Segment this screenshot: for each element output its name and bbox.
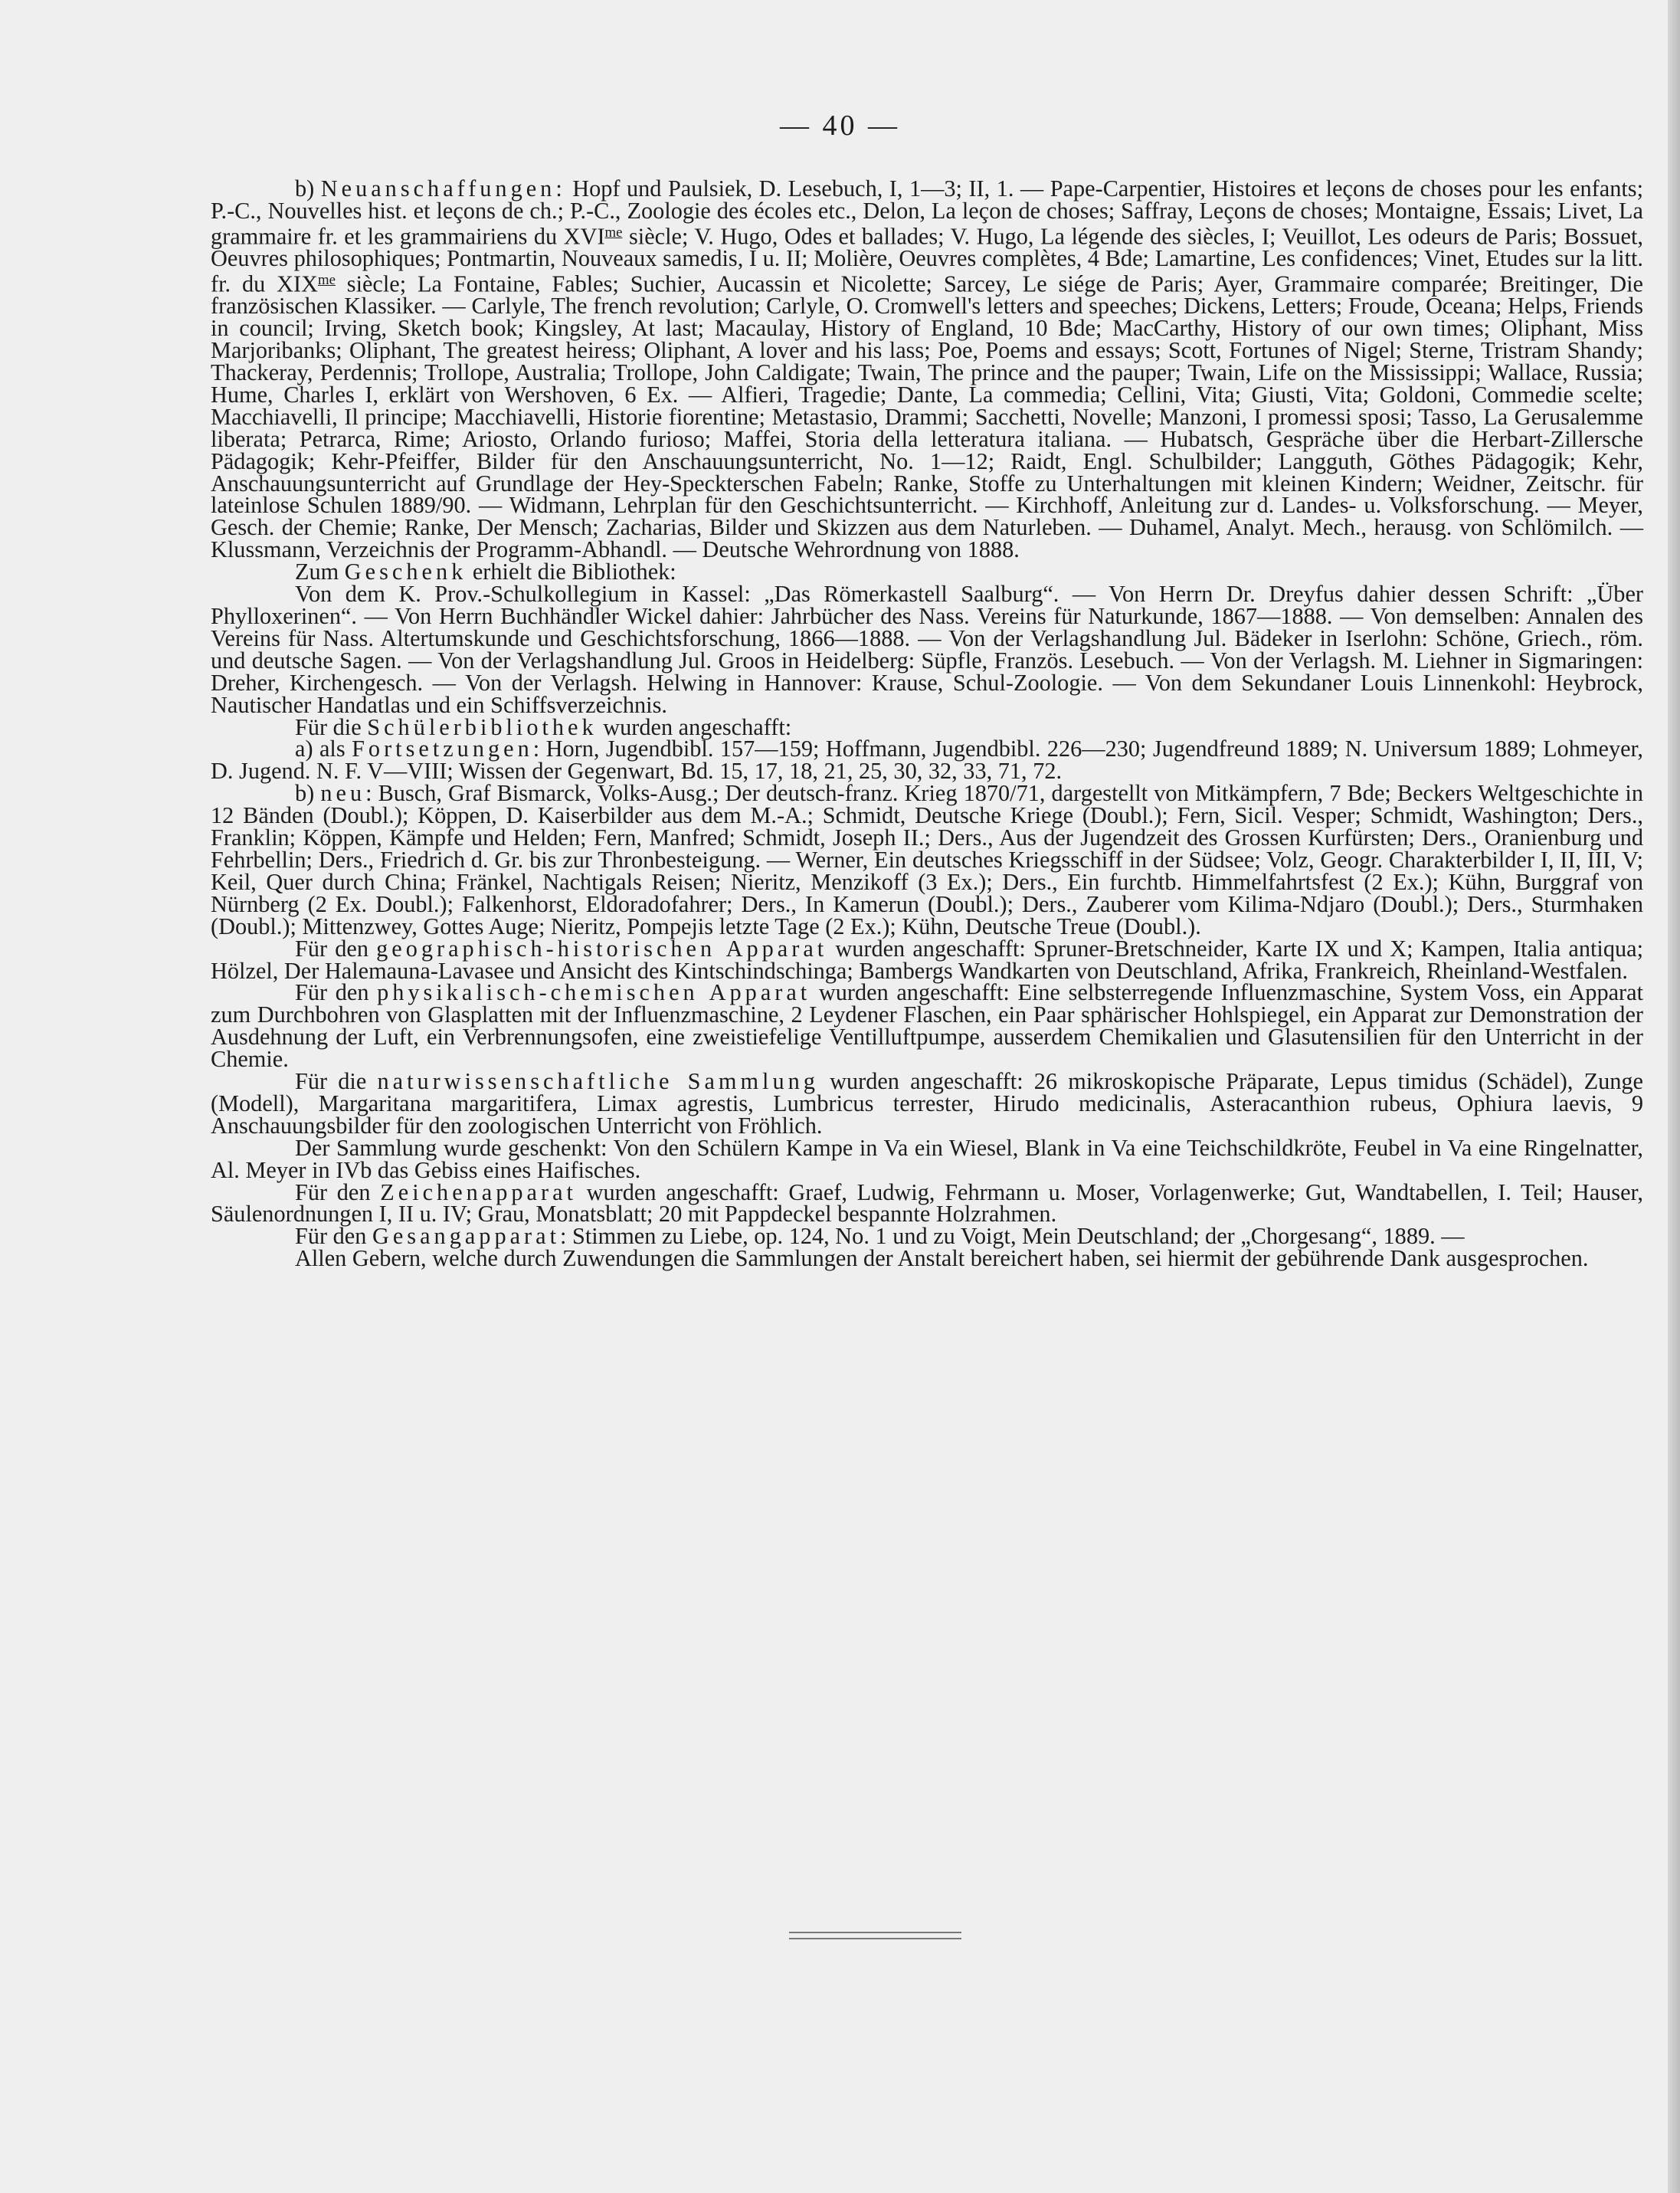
text: wurden angeschafft: 26 mikroskopische Präparate, Lepus timidus (Schädel), Zunge (Modell), Margaritana margaritifera, Limax agrestis, Lumbricus terrester, Hirudo medicinalis, Asteracanthion rubeus, Ophiura laevis, 9 Anschauungsbilder für den zoologischen Unterricht von Fröhlich.	[211, 1068, 1643, 1139]
superscript: me	[604, 224, 623, 241]
text: Zum	[295, 559, 345, 585]
spaced-word: Gesangapparat	[372, 1223, 560, 1250]
neu-paragraph	[211, 782, 1643, 937]
spaced-word: Fortsetzungen	[352, 736, 533, 762]
section-label: b)	[295, 175, 315, 202]
geo-apparat-paragraph	[211, 935, 1643, 984]
text: Für die	[295, 713, 368, 740]
spaced-word: Geschenk	[344, 559, 467, 585]
page-body	[211, 175, 1643, 1272]
phys-apparat-paragraph	[211, 979, 1643, 1073]
section-text: siècle; La Fontaine, Fables; Suchier, Aucassin et Nicolette; Sarcey, Le siége de Paris; Ayer, Grammaire comparée; Breitinger, Die französischen Klassiker. — Carlyle, The french revolution; Carlyle, O. Cromwell's letters and speeches; Dickens, Letters; Froude, Oceana; Helps, Friends in council; Irving, Sketch book; Kingsley, At last; Macaulay, History of England, 10 Bde; MacCarthy, History of our own times; Oliphant, Miss Marjoribanks; Oliphant, The greatest heiress; Oliphant, A lover and his lass; Poe, Poems and essays; Scott, Fortunes of Nigel; Sterne, Tristram Shandy; Thackeray, Perdennis; Trollope, Australia; Trollope, John Caldigate; Twain, The prince and the pauper; Twain, Life on the Mississippi; Wallace, Russia; Hume, Charles I, erklärt von Wershoven, 6 Ex. — Alfieri, Tragedie; Dante, La commedia; Cellini, Vita; Giusti, Vita; Goldoni, Commedie scelte; Macchiavelli, Il principe; Macchiavelli, Historie fiorentine; Metastasio, Drammi; Sacchetti, Novelle; Manzoni, I promessi sposi; Tasso, La Gerusalemme liberata; Petrarca, Rime; Ariosto, Orlando furioso; Maffei, Storia della letteratura italiana. — Hubatsch, Gespräche über die Herbart-Zillersche Pädagogik; Kehr-Pfeiffer, Bilder für den Anschauungsunterricht, No. 1—12; Raidt, Engl. Schulbilder; Langguth, Göthes Pädagogik; Kehr, Anschauungsunterricht auf Grundlage der Hey-Speckterschen Fabeln; Ranke, Stoffe zu Unterhaltungen mit kleinen Kindern; Weidner, Zeitschr. für lateinlose Schulen 1889/90. — Widmann, Lehrplan für den Geschichtsunterricht. — Kirchhoff, Anleitung zur d. Landes- u. Volksforschung. — Meyer, Gesch. der Chemie; Ranke, Der Mensch; Zacharias, Bilder und Skizzen aus dem Naturleben. — Duhamel, Analyt. Mech., herausg. von Schlömilch. — Klussmann, Verzeichnis der Programm-Abhandl. — Deutsche Wehrordnung von 1888.	[211, 270, 1643, 563]
page-edge	[1668, 0, 1680, 2193]
closing-double-rule	[789, 1932, 961, 1939]
text: erhielt die Bibliothek:	[467, 559, 676, 585]
section-text: Hopf und Paulsiek, D. Lesebuch, I, 1—3; II, 1. — Pape-Carpentier, Histoires et leçons de choses pour les enfants; P.-C., Nouvelles hist. et leçons de ch.; P.-C., Zoologie des écoles etc., Delon, La leçon de choses; Saffray, Leçons de choses; Montaigne, Essais; Livet, La grammaire fr. et les grammairiens du XVI	[211, 175, 1643, 250]
text: : Busch, Graf Bismarck, Volks-Ausg.; Der deutsch-franz. Krieg 1870/71, dargestellt von Mitkämpfern, 7 Bde; Beckers Weltgeschichte in 12 Bänden (Doubl.); Köppen, D. Kaiserbilder aus dem M.-A.; Schmidt, Deutsche Kriege (Doubl.); Fern, Sicil. Vesper; Schmidt, Washington; Ders., Franklin; Köppen, Kämpfe und Helden; Fern, Manfred; Schmidt, Joseph II.; Ders., Aus der Jugendzeit des Grossen Kurfürsten; Ders., Oranienburg und Fehrbellin; Ders., Friedrich d. Gr. bis zur Thronbesteigung. — Werner, Ein deutsches Kriegsschiff in der Südsee; Volz, Geogr. Charakterbilder I, II, III, V; Keil, Quer durch China; Fränkel, Nachtigals Reisen; Nieritz, Menzikoff (3 Ex.); Ders., Ein furchtb. Himmelfahrtsfest (2 Ex.); Kühn, Burggraf von Nürnberg (2 Ex. Doubl.); Falkenhorst, Eldoradofahrer; Ders., In Kamerun (Doubl.); Ders., Zauberer vom Kilima-Ndjaro (Doubl.); Ders., Sturmhaken (Doubl.); Mittenzwey, Gottes Auge; Nieritz, Pompejis letzte Tage (2 Ex.); Kühn, Deutsche Treue (Doubl.).	[211, 780, 1643, 939]
spaced-word: neu	[320, 780, 366, 807]
spaced-word: Zeichenapparat	[380, 1178, 577, 1205]
geschenk-paragraph: Von dem K. Prov.-Schulkollegium in Kassel: „Das Römerkastell Saalburg“. — Von Herrn Dr. Dreyfus dahier dessen Schrift: „Über Phylloxerinen“. — Von Herrn Buchhändler Wickel dahier: Jahrbücher des Nass. Vereins für Naturkunde, 1867—1888. — Von demselben: Annalen des Vereins für Nass. Altertumskunde und Geschichtsforschung, 1866—1888. — Von der Verlagshandlung Jul. Bädeker in Iserlohn: Schöne, Griech., röm. und deutsche Sagen. — Von der Verlagshandlung Jul. Groos in Heidelberg: Süpfle, Französ. Lesebuch. — Von der Verlagsh. M. Liehner in Sigmaringen: Dreher, Kirchengesch. — Von der Verlagsh. Helwing in Hannover: Krause, Schul-Zoologie. — Von dem Sekundaner Louis Linnenkohl: Heybrock, Nautischer Handatlas und ein Schiffsverzeichnis.	[211, 581, 1643, 718]
text: : Horn, Jugendbibl. 157—159; Hoffmann, Jugendbibl. 226—230; Jugendfreund 1889; N. Universum 1889; Lohmeyer, D. Jugend. N. F. V—VIII; Wissen der Gegenwart, Bd. 15, 17, 18, 21, 25, 30, 32, 33, 71, 72.	[211, 736, 1643, 785]
section-text: siècle; V. Hugo, Odes et ballades; V. Hugo, La légende des siècles, I; Veuillot, Les odeurs de Paris; Bossuet, Oeuvres philosophiques; Pontmartin, Nouveaux samedis, I u. II; Molière, Oeuvres complètes, 4 Bde; Lamartine, Les confidences; Vinet, Etudes sur la litt. fr. du XIX	[211, 223, 1643, 297]
text: Für den	[295, 1223, 372, 1250]
zeichen-apparat-paragraph	[211, 1178, 1643, 1228]
text: Für den	[295, 935, 377, 962]
spaced-word: geographisch-historischen Apparat	[376, 935, 828, 962]
section-heading: Neuanschaffungen:	[320, 175, 566, 202]
superscript: me	[317, 272, 336, 289]
gesang-apparat-paragraph	[211, 1223, 1643, 1250]
text: wurden angeschafft: Graef, Ludwig, Fehrmann u. Moser, Vorlagenwerke; Gut, Wandtabellen, I. Teil; Hauser, Säulenordnungen I, II u. IV; Grau, Monatsblatt; 20 mit Pappdeckel bespannte Holzrahmen.	[211, 1178, 1643, 1228]
spaced-word: naturwissenschaftliche Sammlung	[377, 1068, 819, 1095]
sammlung-geschenkt-paragraph: Der Sammlung wurde geschenkt: Von den Schülern Kampe in Va ein Wiesel, Blank in Va eine Teichschildkröte, Feubel in Va eine Ringelnatter, Al. Meyer in IVb das Gebiss eines Haifisches.	[211, 1134, 1643, 1183]
text: Für die	[295, 1068, 378, 1095]
geschenk-heading	[211, 561, 1643, 583]
dank-paragraph: Allen Gebern, welche durch Zuwendungen die Sammlungen der Anstalt bereichert haben, sei hiermit der gebührende Dank ausgesprochen.	[295, 1245, 1589, 1272]
fortsetzungen-paragraph	[211, 736, 1643, 785]
spaced-word: Schülerbibliothek	[367, 713, 598, 740]
text: a) als	[295, 736, 352, 762]
text: Für den	[295, 979, 378, 1006]
natur-sammlung-paragraph	[211, 1070, 1643, 1137]
section-neuanschaffungen	[211, 175, 1643, 563]
page-number: — 40 —	[780, 110, 900, 142]
text: b)	[295, 780, 321, 807]
text: wurden angeschafft: Spruner-Bretschneider, Karte IX und X; Kampen, Italia antiqua; Hölzel, Der Halemauna-Lavasee und Ansicht des Kintschindschinga; Bambergs Wandkarten von Deutschland, Afrika, Frankreich, Rheinland-Westfalen.	[211, 935, 1643, 984]
text: wurden angeschafft:	[597, 713, 792, 740]
spaced-word: physikalisch-chemischen Apparat	[377, 979, 811, 1006]
text: Für den	[295, 1178, 381, 1205]
text: wurden angeschafft: Eine selbsterregende Influenzmaschine, System Voss, ein Apparat zum Durchbohren von Glasplatten mit der Influenzmaschine, 2 Leydener Flaschen, ein Paar sphärischer Hohlspiegel, ein Apparat zur Demonstration der Ausdehnung der Luft, ein Verbrennungsofen, eine zweistiefelige Ventilluftpumpe, ausserdem Chemikalien und Glasutensilien für den Unterricht in der Chemie.	[211, 979, 1643, 1073]
schuelerbibliothek-heading	[211, 713, 1643, 740]
text: : Stimmen zu Liebe, op. 124, No. 1 und zu Voigt, Mein Deutschland; der „Chorgesang“, 1889. —	[560, 1223, 1465, 1250]
